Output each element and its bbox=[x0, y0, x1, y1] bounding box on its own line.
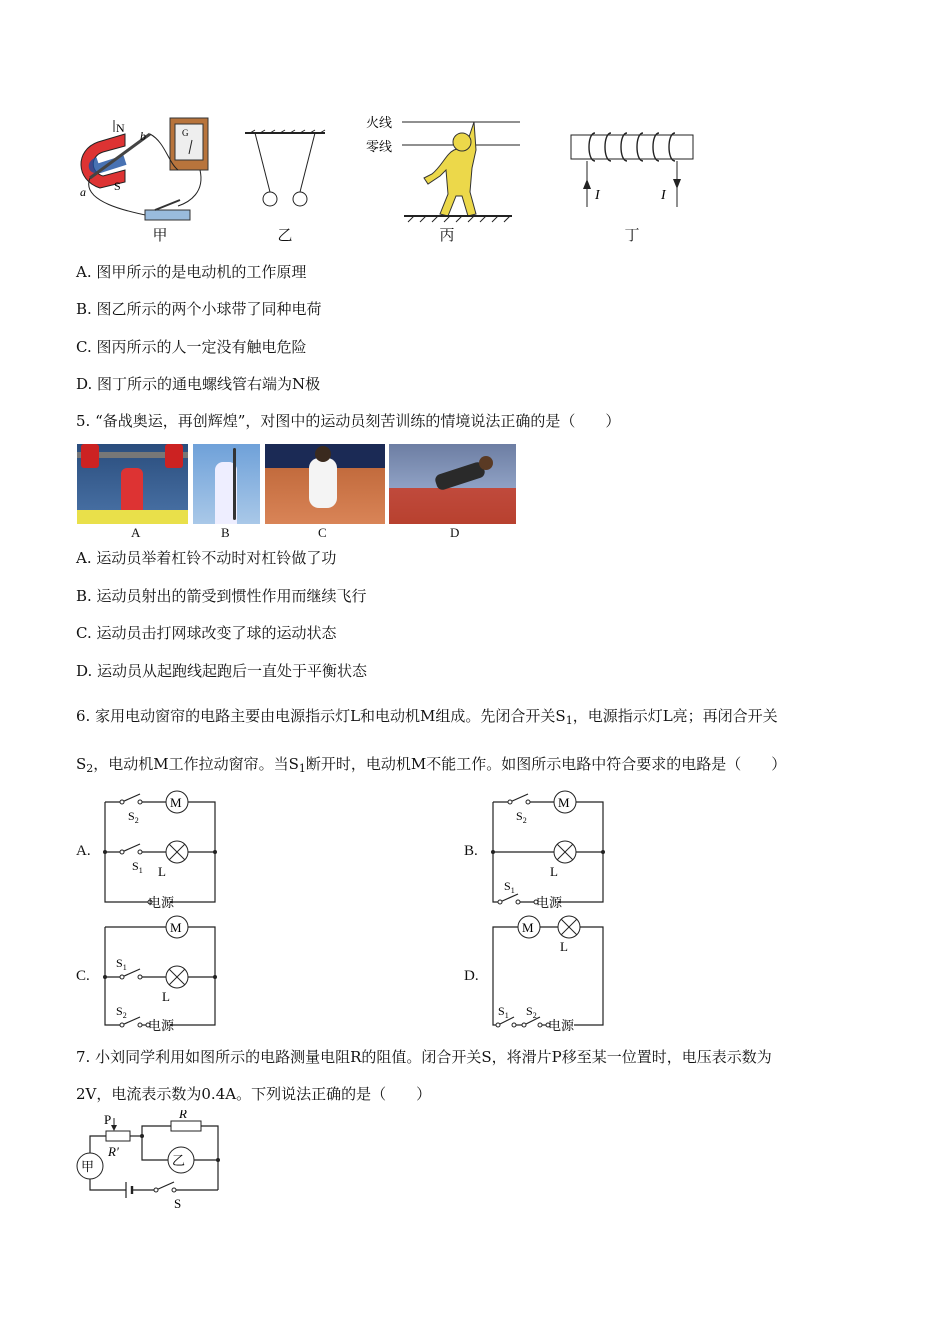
label-zero-wire: 零线 bbox=[366, 139, 393, 154]
motor-m-c: M bbox=[170, 920, 182, 935]
q6-stem1-a: 6. 家用电动窗帘的电路主要由电源指示灯L和电动机M组成。先闭合开关S bbox=[76, 707, 566, 725]
switch-s1-a: $S_1$ bbox=[132, 859, 143, 875]
label-R: R bbox=[179, 1110, 187, 1121]
photo-sprinter bbox=[389, 444, 516, 524]
switch-S-q7: S bbox=[174, 1196, 182, 1211]
label-S: S bbox=[114, 179, 121, 193]
meter-jia: 甲 bbox=[81, 1159, 95, 1174]
motor-m-b: M bbox=[558, 795, 570, 810]
label-I-left: I bbox=[595, 188, 600, 203]
photo-weightlifter bbox=[77, 444, 188, 524]
q5-option-c: C. 运动员击打网球改变了球的运动状态 bbox=[76, 624, 337, 642]
figure-bing bbox=[362, 110, 522, 225]
label-G: G bbox=[182, 128, 189, 138]
caption-jia: 甲 bbox=[152, 226, 168, 244]
q4-option-c: C. 图丙所示的人一定没有触电危险 bbox=[76, 338, 307, 356]
photo-label-d: D bbox=[450, 525, 460, 540]
meter-yi: 乙 bbox=[172, 1153, 186, 1168]
motor-m-a: M bbox=[170, 795, 182, 810]
lamp-l-d: L bbox=[560, 939, 568, 954]
figure-ding bbox=[565, 125, 700, 215]
q6-stem2-a: S bbox=[76, 755, 87, 773]
switch-s1-d: $S_1$ bbox=[498, 1004, 509, 1020]
circuit-a bbox=[100, 790, 230, 910]
caption-ding: 丁 bbox=[624, 226, 640, 244]
q6-stem2-c: 断开时，电动机M不能工作。如图所示电路中符合要求的电路是（ ） bbox=[305, 755, 787, 773]
photo-tennis bbox=[265, 444, 385, 524]
caption-yi: 乙 bbox=[277, 226, 293, 244]
photo-label-c: C bbox=[318, 525, 327, 540]
q4-option-d: D. 图丁所示的通电螺线管右端为N极 bbox=[76, 375, 321, 393]
q6-sub2-a: 2 bbox=[86, 762, 94, 775]
label-N: N bbox=[116, 121, 125, 135]
circuit-b bbox=[488, 790, 618, 910]
q5-stem: 5. “备战奥运，再创辉煌”，对图中的运动员刻苦训练的情境说法正确的是（ ） bbox=[76, 412, 621, 430]
figure-jia bbox=[70, 112, 220, 232]
switch-s1-b: $S_1$ bbox=[504, 879, 515, 895]
q6-stem2-b: ，电动机M工作拉动窗帘。当S bbox=[93, 755, 299, 773]
label-P: P bbox=[104, 1112, 112, 1127]
q5-option-b: B. 运动员射出的箭受到惯性作用而继续飞行 bbox=[76, 587, 367, 605]
caption-bing: 丙 bbox=[439, 226, 455, 244]
power-b: 电源 bbox=[536, 895, 563, 910]
q6-sub1-a: 1 bbox=[565, 714, 573, 727]
switch-s2-a: $S_2$ bbox=[128, 809, 139, 825]
switch-s1-c: $S_1$ bbox=[116, 956, 127, 972]
label-a: a bbox=[80, 185, 86, 199]
q6-option-a-label: A. bbox=[76, 843, 91, 859]
figure-q7-circuit bbox=[76, 1110, 236, 1215]
q7-stem-line1: 7. 小刘同学利用如图所示的电路测量电阻R的阻值。闭合开关S，将滑片P移至某一位置时，电压表示数为 bbox=[76, 1048, 772, 1066]
power-c: 电源 bbox=[148, 1018, 175, 1033]
lamp-l-c: L bbox=[162, 989, 170, 1004]
label-b: b bbox=[140, 129, 146, 143]
q6-stem1-b: ，电源指示灯L亮；再闭合开关 bbox=[572, 707, 778, 725]
lamp-l-b: L bbox=[550, 864, 558, 879]
q6-option-b-label: B. bbox=[464, 843, 478, 859]
q6-option-d-label: D. bbox=[464, 968, 479, 984]
switch-s2-c: $S_2$ bbox=[116, 1004, 127, 1020]
switch-s2-b: $S_2$ bbox=[516, 809, 527, 825]
power-d: 电源 bbox=[548, 1018, 575, 1033]
power-a: 电源 bbox=[148, 895, 175, 910]
photo-archer bbox=[193, 444, 260, 524]
q6-stem-line1 bbox=[76, 706, 778, 731]
photo-label-a: A bbox=[131, 525, 141, 540]
q7-stem-line2: 2V，电流表示数为0.4A。下列说法正确的是（ ） bbox=[76, 1085, 432, 1103]
q6-stem-line2 bbox=[76, 754, 786, 779]
q4-option-b: B. 图乙所示的两个小球带了同种电荷 bbox=[76, 300, 322, 318]
circuit-c bbox=[100, 915, 230, 1035]
q5-option-d: D. 运动员从起跑线起跑后一直处于平衡状态 bbox=[76, 662, 368, 680]
photo-label-b: B bbox=[221, 525, 230, 540]
label-R-prime: R′ bbox=[108, 1144, 119, 1159]
q6-option-c-label: C. bbox=[76, 968, 90, 984]
switch-s2-d: $S_2$ bbox=[526, 1004, 537, 1020]
label-fire-wire: 火线 bbox=[366, 115, 393, 130]
q5-option-a: A. 运动员举着杠铃不动时对杠铃做了功 bbox=[76, 549, 337, 567]
circuit-d bbox=[488, 915, 618, 1035]
label-I-right: I bbox=[661, 188, 666, 203]
figure-yi bbox=[240, 125, 330, 215]
motor-m-d: M bbox=[522, 920, 534, 935]
q4-option-a: A. 图甲所示的是电动机的工作原理 bbox=[76, 263, 307, 281]
lamp-l-a: L bbox=[158, 864, 166, 879]
q6-sub1-b: 1 bbox=[298, 762, 306, 775]
